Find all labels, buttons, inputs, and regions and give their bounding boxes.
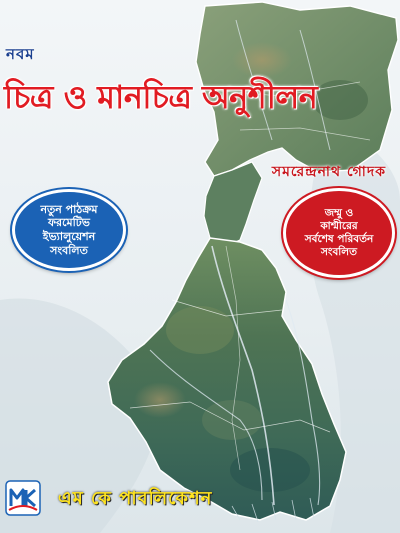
book-title: চিত্র ও মানচিত্র অনুশীলন [4, 78, 318, 116]
badge-line: জম্মু ও [324, 206, 354, 219]
south-bengal-region [108, 238, 346, 520]
badge-line: ইভ্যালুয়েশন [42, 230, 96, 243]
publisher-name: এম কে পাবলিকেশন [58, 488, 213, 509]
badge-line: সংবলিত [320, 246, 357, 259]
badge-line: ফরমেটিভ [48, 216, 90, 230]
badge-line: কাশ্মীরের [320, 219, 358, 232]
badge-line: সংবলিত [50, 243, 88, 257]
kashmir-update-badge [283, 188, 395, 278]
new-syllabus-badge [12, 189, 126, 271]
badge-line: নতুন পাঠক্রম [40, 202, 98, 216]
mk-logo-icon [5, 480, 41, 516]
badge-line: সর্বশেষ পরিবর্তন [304, 233, 374, 245]
grade-label: নবম [6, 45, 35, 63]
author-name: সমরেন্দ্রনাথ গোদক [271, 164, 386, 180]
